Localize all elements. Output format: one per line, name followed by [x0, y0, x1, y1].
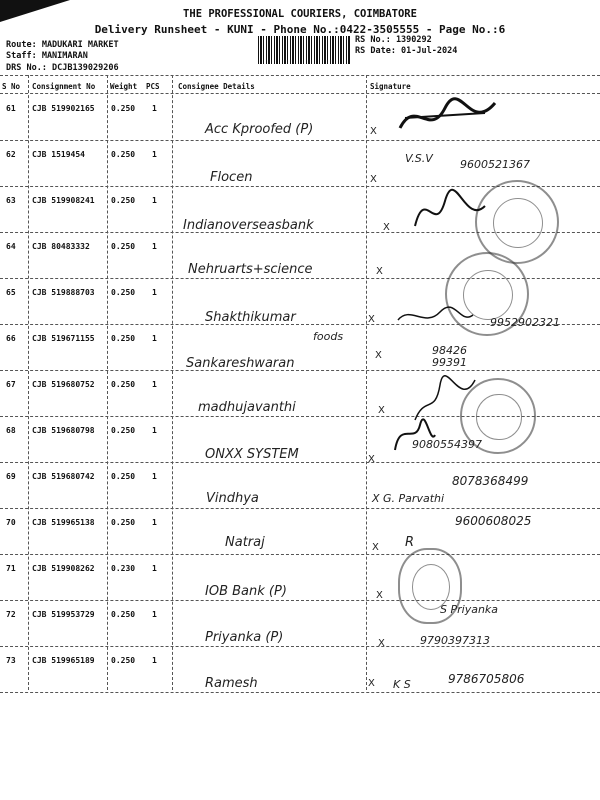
row-consignee: Shakthikumar — [205, 310, 296, 325]
row-consignee: Acc Kproofed (P) — [205, 122, 314, 137]
row-consignee: Sankareshwaran — [186, 356, 295, 371]
row-consignment-no: CJB 519965189 — [32, 656, 95, 665]
col-header-consignment: Consignment No — [32, 82, 96, 91]
row-consignee: Natraj — [225, 535, 265, 550]
row-pcs: 1 — [152, 150, 157, 159]
row-sno: 65 — [6, 288, 16, 297]
route-label: Route: MADUKARI MARKET — [6, 40, 119, 50]
sig-x: X — [368, 454, 375, 465]
row-divider — [0, 462, 600, 463]
row-divider — [0, 600, 600, 601]
row-consignment-no: CJB 519680798 — [32, 426, 95, 435]
sig-x: X — [368, 314, 375, 325]
sig-phone: 9600608025 — [455, 514, 532, 528]
sig-x: X — [378, 405, 385, 416]
row-consignment-no: CJB 1519454 — [32, 150, 85, 159]
row-consignee: Vindhya — [206, 491, 259, 506]
row-consignee: Indianoverseasbank — [183, 218, 314, 233]
column-divider — [28, 75, 29, 690]
row-weight: 0.230 — [111, 564, 136, 573]
runsheet-title: Delivery Runsheet - KUNI - Phone No.:0422-3505555 - Page No.:6 — [94, 23, 506, 36]
row-consignment-no: CJB 519888703 — [32, 288, 95, 297]
sig-x: X — [375, 350, 382, 361]
row-pcs: 1 — [152, 242, 157, 251]
drs-number: DRS No.: DCJB139029206 — [6, 63, 119, 73]
row-sno: 66 — [6, 334, 16, 343]
sig-x: X — [372, 542, 379, 553]
signature-scribble — [410, 186, 490, 236]
staff-label: Staff: MANIMARAN — [6, 51, 88, 61]
row-consignment-no: CJB 519965138 — [32, 518, 95, 527]
row-pcs: 1 — [152, 426, 157, 435]
row-sno: 73 — [6, 656, 16, 665]
row-sno: 63 — [6, 196, 16, 205]
row-consignment-no: CJB 519680752 — [32, 380, 95, 389]
col-header-weight: Weight — [110, 82, 138, 91]
row-pcs: 1 — [152, 380, 157, 389]
rs-date: RS Date: 01-Jul-2024 — [355, 46, 458, 56]
row-weight: 0.250 — [111, 472, 136, 481]
row-weight: 0.250 — [111, 610, 136, 619]
row-consignment-no: CJB 519680742 — [32, 472, 95, 481]
signature-scribble — [395, 88, 505, 148]
column-divider — [366, 75, 367, 690]
row-weight: 0.250 — [111, 242, 136, 251]
sig-phone: 9080554397 — [412, 438, 482, 451]
row-consignee: ONXX SYSTEM — [205, 447, 299, 462]
column-divider — [107, 75, 108, 690]
sig-phone: 8078368499 — [452, 474, 529, 488]
row-pcs: 1 — [152, 196, 157, 205]
row-weight: 0.250 — [111, 104, 136, 113]
row-consignment-no: CJB 80483332 — [32, 242, 90, 251]
row-weight: 0.250 — [111, 380, 136, 389]
row-pcs: 1 — [152, 288, 157, 297]
row-consignee: madhujavanthi — [198, 400, 296, 415]
row-consignment-no: CJB 519908262 — [32, 564, 95, 573]
sig-x: X — [376, 266, 383, 277]
row-divider — [0, 646, 600, 647]
row-sno: 71 — [6, 564, 16, 573]
row-sno: 69 — [6, 472, 16, 481]
signature-scribble — [395, 300, 475, 330]
row-pcs: 1 — [152, 334, 157, 343]
sig-phone: 9790397313 — [420, 634, 490, 647]
row-consignment-no: CJB 519902165 — [32, 104, 95, 113]
col-header-consignee: Consignee Details — [178, 82, 255, 91]
row-divider — [0, 692, 600, 693]
row-weight: 0.250 — [111, 150, 136, 159]
sig-x: X — [376, 590, 383, 601]
row-sno: 70 — [6, 518, 16, 527]
sig-phone: 9952902321 — [490, 316, 560, 329]
sig-x: X — [370, 126, 377, 137]
row-sno: 67 — [6, 380, 16, 389]
row-weight: 0.250 — [111, 426, 136, 435]
row-weight: 0.250 — [111, 518, 136, 527]
header-top-rule — [0, 75, 600, 76]
row-consignment-no: CJB 519908241 — [32, 196, 95, 205]
row-consignment-no: CJB 519953729 — [32, 610, 95, 619]
sig-x: X — [370, 174, 377, 185]
sig-phone: 9786705806 — [448, 672, 525, 686]
row-weight: 0.250 — [111, 656, 136, 665]
rs-number: RS No.: 1390292 — [355, 35, 432, 45]
row-pcs: 1 — [152, 472, 157, 481]
row-weight: 0.250 — [111, 196, 136, 205]
col-header-sno: S No — [2, 82, 21, 91]
sig-name: S Priyanka — [440, 603, 499, 616]
sig-name: X G. Parvathi — [372, 492, 445, 505]
row-divider — [0, 554, 600, 555]
extra-consignee: Ramesh — [205, 676, 258, 691]
sig-phone: 9600521367 — [460, 158, 530, 171]
sig-name: K S — [393, 678, 411, 691]
sig-x: X — [378, 638, 385, 649]
row-consignee: IOB Bank (P) — [205, 584, 287, 599]
row-consignment-no: CJB 519671155 — [32, 334, 95, 343]
col-header-signature: Signature — [370, 82, 411, 91]
header-bottom-rule — [0, 93, 600, 94]
sig-x: X — [383, 222, 390, 233]
row-pcs: 1 — [152, 104, 157, 113]
sig-name: R — [405, 535, 415, 550]
row-consignee: Nehruarts+science — [188, 262, 313, 277]
row-pcs: 1 — [152, 610, 157, 619]
row-pcs: 1 — [152, 518, 157, 527]
row-weight: 0.250 — [111, 288, 136, 297]
sig-x: X — [368, 678, 375, 689]
row-pcs: 1 — [152, 656, 157, 665]
row-consignee: Priyanka (P) — [205, 630, 284, 645]
col-header-pcs: PCS — [146, 82, 160, 91]
row-sno: 62 — [6, 150, 16, 159]
row-sno: 72 — [6, 610, 16, 619]
row-sno: 61 — [6, 104, 16, 113]
company-title: THE PROFESSIONAL COURIERS, COIMBATORE — [183, 8, 417, 20]
row-divider — [0, 370, 600, 371]
row-sno: 64 — [6, 242, 16, 251]
column-divider — [172, 75, 173, 690]
barcode — [258, 36, 350, 64]
row-weight: 0.250 — [111, 334, 136, 343]
row-note: foods — [313, 330, 344, 343]
row-consignee: Flocen — [210, 170, 253, 185]
sig-phone: 98426 99391 — [432, 344, 467, 369]
row-pcs: 1 — [152, 564, 157, 573]
row-divider — [0, 140, 600, 141]
sig-name: V.S.V — [405, 152, 433, 165]
row-sno: 68 — [6, 426, 16, 435]
row-divider — [0, 508, 600, 509]
signature-scribble — [390, 415, 440, 455]
bank-stamp — [398, 548, 462, 624]
